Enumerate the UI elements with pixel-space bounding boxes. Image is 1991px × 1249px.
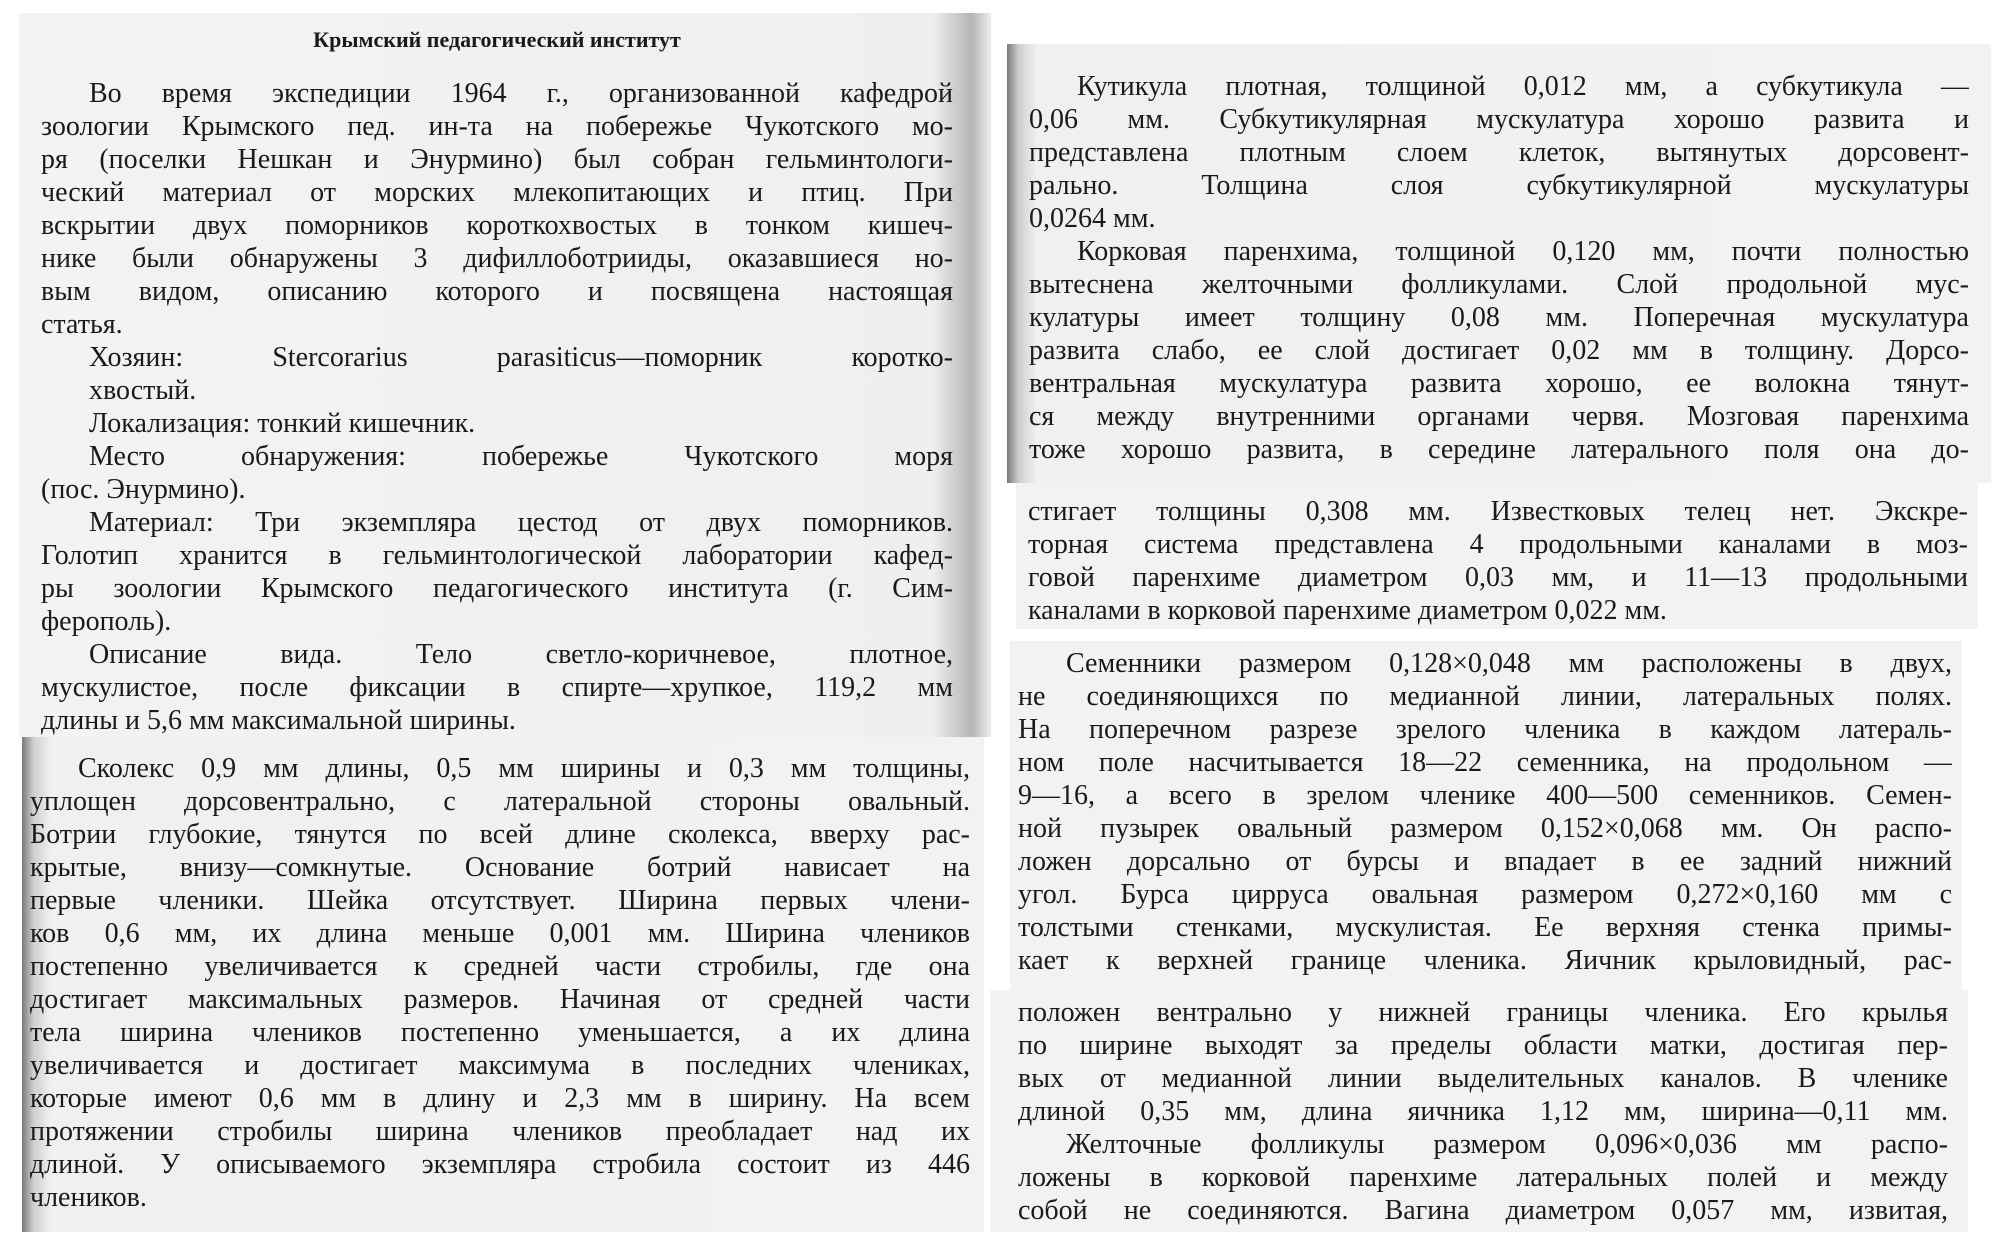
text-line: по ширине выходят за пределы области матки, достигая пер- (1018, 1030, 1948, 1061)
page-fragment-intro (19, 13, 991, 737)
page-fragment-cuticle (1007, 44, 1991, 483)
text-line: толстыми стенками, мускулистая. Ее верхняя стенка примы- (1018, 912, 1952, 943)
page-fragment-scolex (22, 737, 984, 1232)
text-line: Описание вида. Тело светло-коричневое, плотное, (89, 639, 953, 670)
text-line: длиной. У описываемого экземпляра стробила состоит из 446 (30, 1149, 970, 1180)
text-line: ря (поселки Нешкан и Энурмино) был собран гельминтологи- (41, 144, 953, 175)
text-line: увеличивается и достигает максимума в последних члениках, (30, 1050, 970, 1081)
text-line: Локализация: тонкий кишечник. (89, 408, 476, 439)
page-fragment-testes (1010, 641, 1962, 990)
text-line: уплощен дорсовентрально, с латеральной стороны овальный. (30, 786, 970, 817)
text-line: длины и 5,6 мм максимальной ширины. (41, 705, 516, 736)
text-line: Сколекс 0,9 мм длины, 0,5 мм ширины и 0,3 мм толщины, (78, 753, 970, 784)
text-line: Место обнаружения: побережье Чукотского моря (89, 441, 953, 472)
text-line: вых от медианной линии выделительных каналов. В членике (1018, 1063, 1948, 1094)
text-line: которые имеют 0,6 мм в длину и 2,3 мм в ширину. На всем (30, 1083, 970, 1114)
text-line: каналами в корковой паренхиме диаметром 0,022 мм. (1028, 595, 1667, 626)
text-line: На поперечном разрезе зрелого членика в каждом латераль- (1018, 714, 1952, 745)
text-line: 9—16, а всего в зрелом членике 400—500 семенников. Семен- (1018, 780, 1952, 811)
text-line: ной пузырек овальный размером 0,152×0,068 мм. Он распо- (1018, 813, 1952, 844)
text-line: тоже хорошо развита, в середине латерального поля она до- (1029, 434, 1969, 465)
text-line: Желточные фолликулы размером 0,096×0,036 мм распо- (1066, 1129, 1948, 1160)
text-line: Хозяин: Stercorarius parasiticus—поморник коротко- (89, 342, 953, 373)
text-line: говой паренхиме диаметром 0,03 мм, и 11—13 продольными (1028, 562, 1968, 593)
text-line: 0,06 мм. Субкутикулярная мускулатура хорошо развита и (1029, 104, 1969, 135)
text-line: ложены в корковой паренхиме латеральных полей и между (1018, 1162, 1948, 1193)
text-line: достигает максимальных размеров. Начиная от средней части (30, 984, 970, 1015)
text-line: 0,0264 мм. (1029, 203, 1156, 234)
text-line: ложен дорсально от бурсы и впадает в ее задний нижний (1018, 846, 1952, 877)
text-line: ном поле насчитывается 18—22 семенника, на продольном — (1018, 747, 1952, 778)
text-line: угол. Бурса цирруса овальная размером 0,272×0,160 мм с (1018, 879, 1952, 910)
text-line: первые членики. Шейка отсутствует. Ширина первых члени- (30, 885, 970, 916)
text-line: Во время экспедиции 1964 г., организованной кафедрой (89, 78, 953, 109)
text-line: хвостый. (89, 375, 197, 406)
text-line: кает к верхней границе членика. Яичник крыловидный, рас- (1018, 945, 1952, 976)
text-line: вытеснена желточными фолликулами. Слой продольной мус- (1029, 269, 1969, 300)
text-line: рально. Толщина слоя субкутикулярной мускулатуры (1029, 170, 1969, 201)
text-line: не соединяющихся по медианной линии, латеральных полях. (1018, 681, 1952, 712)
text-line: Семенники размером 0,128×0,048 мм расположены в двух, (1066, 648, 1952, 679)
text-line: Голотип хранится в гельминтологической лаборатории кафед- (41, 540, 953, 571)
text-line: Материал: Три экземпляра цестод от двух поморников. (89, 507, 953, 538)
text-line: собой не соединяются. Вагина диаметром 0,057 мм, извитая, (1018, 1195, 1948, 1226)
text-line: Ботрии глубокие, тянутся по всей длине сколекса, вверху рас- (30, 819, 970, 850)
text-line: постепенно увеличивается к средней части стробилы, где она (30, 951, 970, 982)
text-line: ферополь). (41, 606, 172, 637)
text-line: ков 0,6 мм, их длина меньше 0,001 мм. Ширина члеников (30, 918, 970, 949)
text-line: положен вентрально у нижней границы членика. Его крылья (1018, 997, 1948, 1028)
text-line: протяжении стробилы ширина члеников преобладает над их (30, 1116, 970, 1147)
text-line: ческий материал от морских млекопитающих и птиц. При (41, 177, 953, 208)
text-line: крытые, внизу—сомкнутые. Основание ботрий нависает на (30, 852, 970, 883)
text-line: члеников. (30, 1182, 147, 1213)
page-fragment-excretory (1016, 483, 1978, 629)
text-line: развита слабо, ее слой достигает 0,02 мм в толщину. Дорсо- (1029, 335, 1969, 366)
text-line: ры зоологии Крымского педагогического института (г. Сим- (41, 573, 953, 604)
text-line: длиной 0,35 мм, длина яичника 1,12 мм, ширина—0,11 мм. (1018, 1096, 1948, 1127)
text-line: статья. (41, 309, 123, 340)
text-line: представлена плотным слоем клеток, вытянутых дорсовент- (1029, 137, 1969, 168)
text-line: вскрытии двух поморников короткохвостых в тонком кишеч- (41, 210, 953, 241)
text-line: кулатуры имеет толщину 0,08 мм. Поперечная мускулатура (1029, 302, 1969, 333)
text-line: вым видом, описанию которого и посвящена настоящая (41, 276, 953, 307)
text-line: Корковая паренхима, толщиной 0,120 мм, почти полностью (1077, 236, 1969, 267)
text-line: нике были обнаружены 3 дифиллоботрииды, оказавшиеся но- (41, 243, 953, 274)
institute-header: Крымский педагогический институт (313, 27, 681, 52)
text-line: вентральная мускулатура развита хорошо, ее волокна тянут- (1029, 368, 1969, 399)
text-line: (пос. Энурмино). (41, 474, 246, 505)
text-line: ся между внутренними органами червя. Мозговая паренхима (1029, 401, 1969, 432)
text-line: мускулистое, после фиксации в спирте—хрупкое, 119,2 мм (41, 672, 953, 703)
page-fragment-ovary (990, 990, 1968, 1232)
text-line: Кутикула плотная, толщиной 0,012 мм, а субкутикула — (1077, 71, 1969, 102)
text-line: торная система представлена 4 продольными каналами в моз- (1028, 529, 1968, 560)
text-line: зоологии Крымского пед. ин-та на побережье Чукотского мо- (41, 111, 953, 142)
text-line: стигает толщины 0,308 мм. Известковых телец нет. Экскре- (1028, 496, 1968, 527)
text-line: тела ширина члеников постепенно уменьшается, а их длина (30, 1017, 970, 1048)
